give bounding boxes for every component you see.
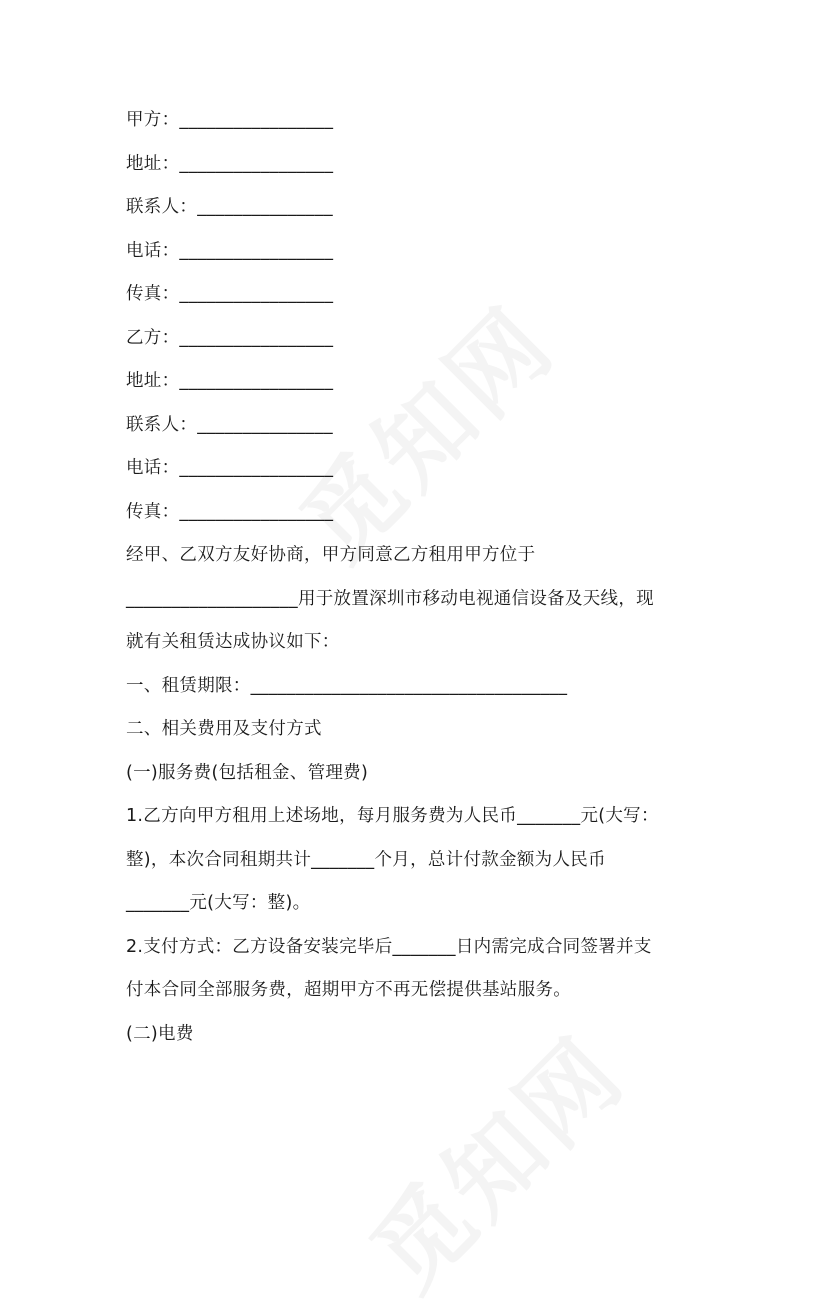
party-b-section bbox=[126, 328, 716, 523]
subsection-heading: (一)服务费(包括租金、管理费) bbox=[126, 762, 369, 783]
party-a-address: 地址：_________________ bbox=[126, 153, 334, 174]
section-heading: 二、相关费用及支付方式 bbox=[126, 719, 322, 739]
contract-body bbox=[126, 110, 716, 1067]
party-a-phone: 电话：_________________ bbox=[126, 240, 334, 261]
party-b-contact: 联系人：_______________ bbox=[126, 414, 333, 435]
subsection-heading: (二)电费 bbox=[126, 1023, 194, 1044]
party-b-name: 乙方：_________________ bbox=[126, 327, 334, 348]
party-b-phone: 电话：_________________ bbox=[126, 458, 334, 478]
paragraph-line: ___________________用于放置深圳市移动电视通信设备及天线，现 bbox=[126, 588, 654, 609]
lease-term-line: 一、租赁期限：___________________________________ bbox=[126, 675, 568, 696]
party-a-contact: 联系人：_______________ bbox=[126, 197, 333, 217]
paragraph-line: 1.乙方向甲方租用上述场地，每月服务费为人民币_______元(大写： bbox=[126, 806, 659, 826]
party-b-address: 地址：_________________ bbox=[126, 371, 334, 391]
paragraph-line: 整)，本次合同租期共计_______个月，总计付款金额为人民币 bbox=[126, 849, 606, 870]
paragraph-line: 付本合同全部服务费，超期甲方不再无偿提供基站服务。 bbox=[126, 980, 571, 1000]
paragraph-line: 经甲、乙双方友好协商，甲方同意乙方租用甲方位于 bbox=[126, 545, 536, 565]
agreement-text bbox=[126, 545, 716, 1045]
party-a-section bbox=[126, 110, 716, 305]
party-a-name: 甲方：_________________ bbox=[126, 110, 334, 130]
paragraph-line: 就有关租赁达成协议如下： bbox=[126, 632, 340, 652]
paragraph-line: 2.支付方式：乙方设备安装完毕后_______日内需完成合同签署并支 bbox=[126, 936, 652, 957]
party-a-fax: 传真：_________________ bbox=[126, 284, 334, 304]
paragraph-line: _______元(大写：整)。 bbox=[126, 893, 311, 913]
party-b-fax: 传真：_________________ bbox=[126, 501, 334, 522]
